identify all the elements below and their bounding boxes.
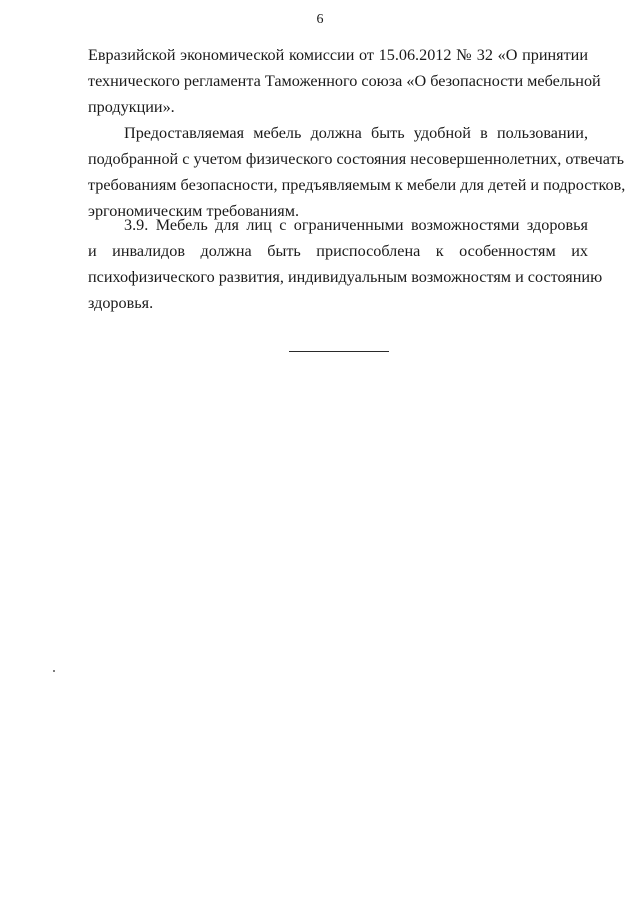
paragraph-2-line-2: подобранной с учетом физического состояния несовершеннолетних, отвечать (88, 150, 624, 168)
paragraph-2-line-3: требованиям безопасности, предъявляемым к мебели для детей и подростков, (88, 176, 626, 194)
paragraph-3-line-2: и инвалидов должна быть приспособлена к особенностям их (88, 242, 588, 260)
paragraph-1-line-3: продукции». (88, 98, 175, 116)
paragraph-2-line-1: Предоставляемая мебель должна быть удобной в пользовании, (124, 124, 588, 142)
end-divider-line (289, 351, 389, 352)
paragraph-3-line-1: 3.9. Мебель для лиц с ограниченными возможностями здоровья (124, 216, 588, 234)
paragraph-1-line-2: технического регламента Таможенного союза «О безопасности мебельной (88, 72, 601, 90)
paragraph-1-line-1: Евразийской экономической комиссии от 15.06.2012 № 32 «О принятии (88, 46, 588, 64)
paragraph-2-line-4: эргономическим требованиям. (88, 202, 300, 220)
paragraph-3-line-4: здоровья. (88, 294, 154, 312)
page-number: 6 (316, 12, 324, 27)
scan-speck (53, 670, 55, 672)
paragraph-3-line-3: психофизического развития, индивидуальным возможностям и состоянию (88, 268, 603, 286)
